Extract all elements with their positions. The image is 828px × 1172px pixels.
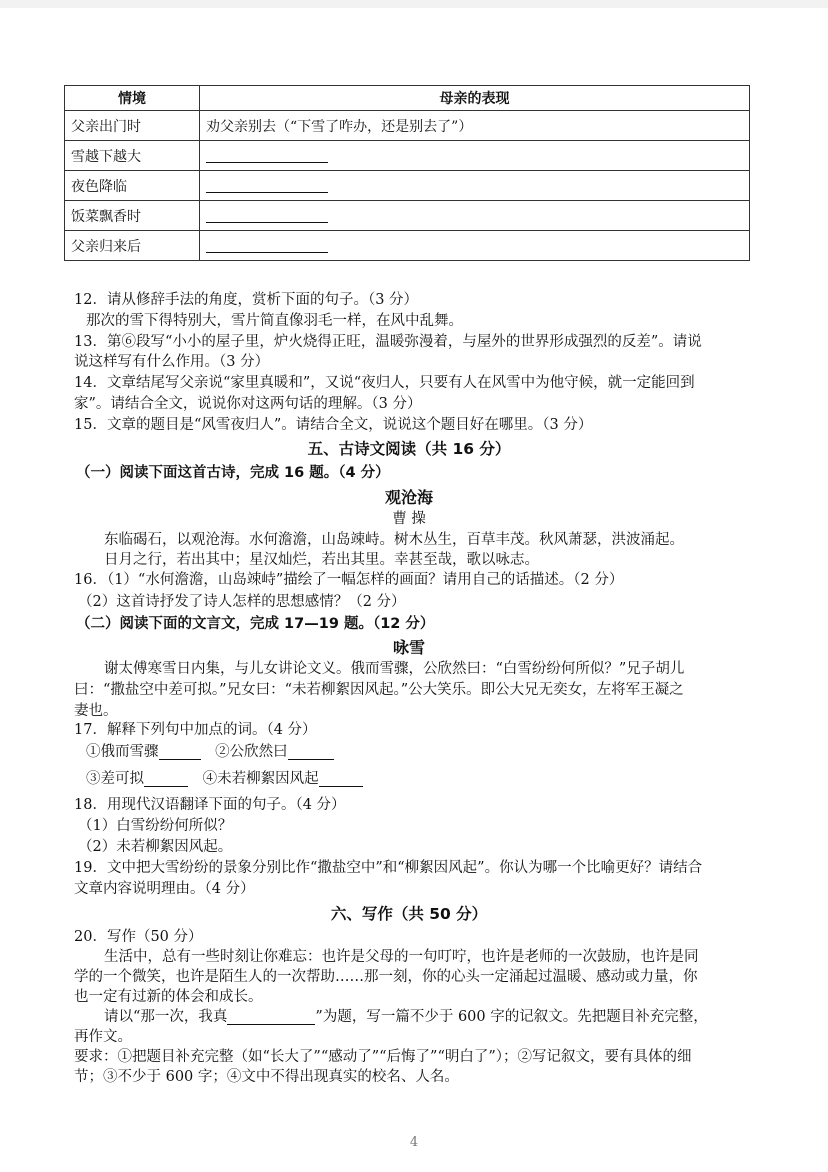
poem-author: 曹 操 [392, 511, 426, 527]
question-18-1: （1）白雪纷纷何所似？ [78, 818, 233, 834]
behavior-cell: 劝父亲别去（“下雪了咋办，还是别去了”） [200, 111, 750, 141]
question-12-quote: 那次的雪下得特别大，雪片简直像羽毛一样，在风中乱舞。 [86, 313, 463, 329]
poem-line-1: 东临碣石，以观沧海。水何澹澹，山岛竦峙。树木丛生，百草丰茂。秋风萧瑟，洪波涌起。 [104, 532, 684, 548]
q20-prompt: 请以“那一次，我真 ”为题，写一篇不少于 600 字的记叙文。先把题目补充完整， [104, 1009, 708, 1025]
question-13: 13．第⑥段写“小小的屋子里，炉火烧得正旺，温暖弥漫着，与屋外的世界形成强烈的反差”。请说 [74, 334, 702, 350]
q20-requirements: 要求：①把题目补充完整（如“长大了”“感动了”“后悔了”“明白了”）；②写记叙文，要有具体的细 [74, 1049, 692, 1065]
situation-cell: 饭菜飘香时 [65, 201, 200, 231]
header-mother-behavior: 母亲的表现 [200, 86, 750, 111]
q20-requirements-cont: 节；③不少于 600 字；④文中不得出现真实的校名、人名。 [74, 1069, 459, 1085]
answer-blank-cell[interactable] [200, 231, 750, 261]
q20-paragraph-3: 也一定有过新的体会和成长。 [74, 989, 263, 1005]
question-18: 18．用现代汉语翻译下面的句子。（4 分） [74, 797, 346, 813]
answer-blank[interactable] [159, 745, 201, 760]
question-15: 15．文章的题目是“风雪夜归人”。请结合全文，说说这个题目好在哪里。（3 分） [74, 417, 593, 433]
question-13-cont: 说这样写有什么作用。（3 分） [74, 354, 270, 370]
answer-blank[interactable] [288, 745, 334, 760]
header-situation: 情境 [65, 86, 200, 111]
section-5-title: 五、古诗文阅读（共 16 分） [307, 440, 511, 458]
q20-paragraph-2: 学的一个微笑，也许是陌生人的一次帮助……那一刻，你的心头一定涌起过温暖、感动或力量，你 [74, 969, 698, 985]
question-18-2: （2）未若柳絮因风起。 [78, 839, 233, 855]
situation-table [64, 85, 750, 261]
prose-title: 咏雪 [392, 638, 425, 657]
poem-title: 观沧海 [384, 488, 433, 507]
question-16-2: （2）这首诗抒发了诗人怎样的思想感情？（2 分） [78, 594, 406, 610]
q17-item-4: ④未若柳絮因风起 [202, 771, 319, 787]
prose-line-3: 妻也。 [74, 703, 118, 719]
question-20: 20．写作（50 分） [74, 929, 203, 945]
section-5-part-2: （二）阅读下面的文言文，完成 17—19 题。（12 分） [76, 616, 435, 632]
answer-blank-cell[interactable] [200, 141, 750, 171]
prose-line-2: 曰：“撒盐空中差可拟。”兄女曰：“未若柳絮因风起。”公大笑乐。即公大兄无奕女，左将军王凝之 [74, 682, 684, 698]
q17-item-1: ①俄而雪骤 [86, 744, 159, 760]
prose-line-1: 谢太傅寒雪日内集，与儿女讲论文义。俄而雪骤，公欣然曰：“白雪纷纷何所似？”兄子胡儿 [104, 661, 685, 677]
question-14: 14．文章结尾写父亲说“家里真暖和”，又说“夜归人，只要有人在风雪中为他守候，就一定能回到 [74, 375, 695, 391]
question-19: 19．文中把大雪纷纷的景象分别比作“撒盐空中”和“柳絮因风起”。你认为哪一个比喻更好？请结合 [74, 860, 703, 876]
poem-line-2: 日月之行，若出其中；星汉灿烂，若出其里。幸甚至哉，歌以咏志。 [104, 552, 539, 568]
table-row [65, 201, 750, 231]
answer-blank[interactable] [319, 772, 363, 787]
answer-blank[interactable] [206, 178, 328, 193]
answer-blank[interactable] [206, 148, 328, 163]
situation-cell: 父亲出门时 [65, 111, 200, 141]
situation-cell: 夜色降临 [65, 171, 200, 201]
table-row [65, 231, 750, 261]
question-17-row-1 [86, 742, 334, 762]
q17-item-3: ③差可拟 [86, 771, 144, 787]
answer-blank[interactable] [144, 772, 188, 787]
table-header-row [65, 86, 750, 111]
answer-blank-cell[interactable] [200, 201, 750, 231]
q17-item-2: ②公欣然曰 [215, 744, 288, 760]
table-row [65, 141, 750, 171]
answer-blank[interactable] [206, 238, 328, 253]
situation-cell: 父亲归来后 [65, 231, 200, 261]
question-12: 12．请从修辞手法的角度，赏析下面的句子。（3 分） [74, 292, 419, 308]
question-19-cont: 文章内容说明理由。（4 分） [74, 881, 255, 897]
title-fill-blank[interactable] [227, 1010, 315, 1025]
question-16-1: 16．（1）“水何澹澹，山岛竦峙”描绘了一幅怎样的画面？请用自己的话描述。（2 分） [74, 572, 624, 588]
table-row [65, 111, 750, 141]
question-14-cont: 家”。请结合全文，说说你对这两句话的理解。（3 分） [74, 396, 422, 412]
section-5-part-1: （一）阅读下面这首古诗，完成 16 题。（4 分） [76, 465, 390, 481]
table-row [65, 171, 750, 201]
page-number: 4 [409, 1135, 419, 1150]
question-17: 17．解释下列句中加点的词。（4 分） [74, 722, 317, 738]
question-17-row-2 [86, 769, 363, 789]
q20-prompt-cont: 再作文。 [74, 1029, 132, 1045]
q20-paragraph-1: 生活中，总有一些时刻让你难忘：也许是父母的一句叮咛，也许是老师的一次鼓励，也许是同 [104, 949, 699, 965]
answer-blank-cell[interactable] [200, 171, 750, 201]
situation-cell: 雪越下越大 [65, 141, 200, 171]
answer-blank[interactable] [206, 208, 328, 223]
section-6-title: 六、写作（共 50 分） [330, 905, 488, 923]
